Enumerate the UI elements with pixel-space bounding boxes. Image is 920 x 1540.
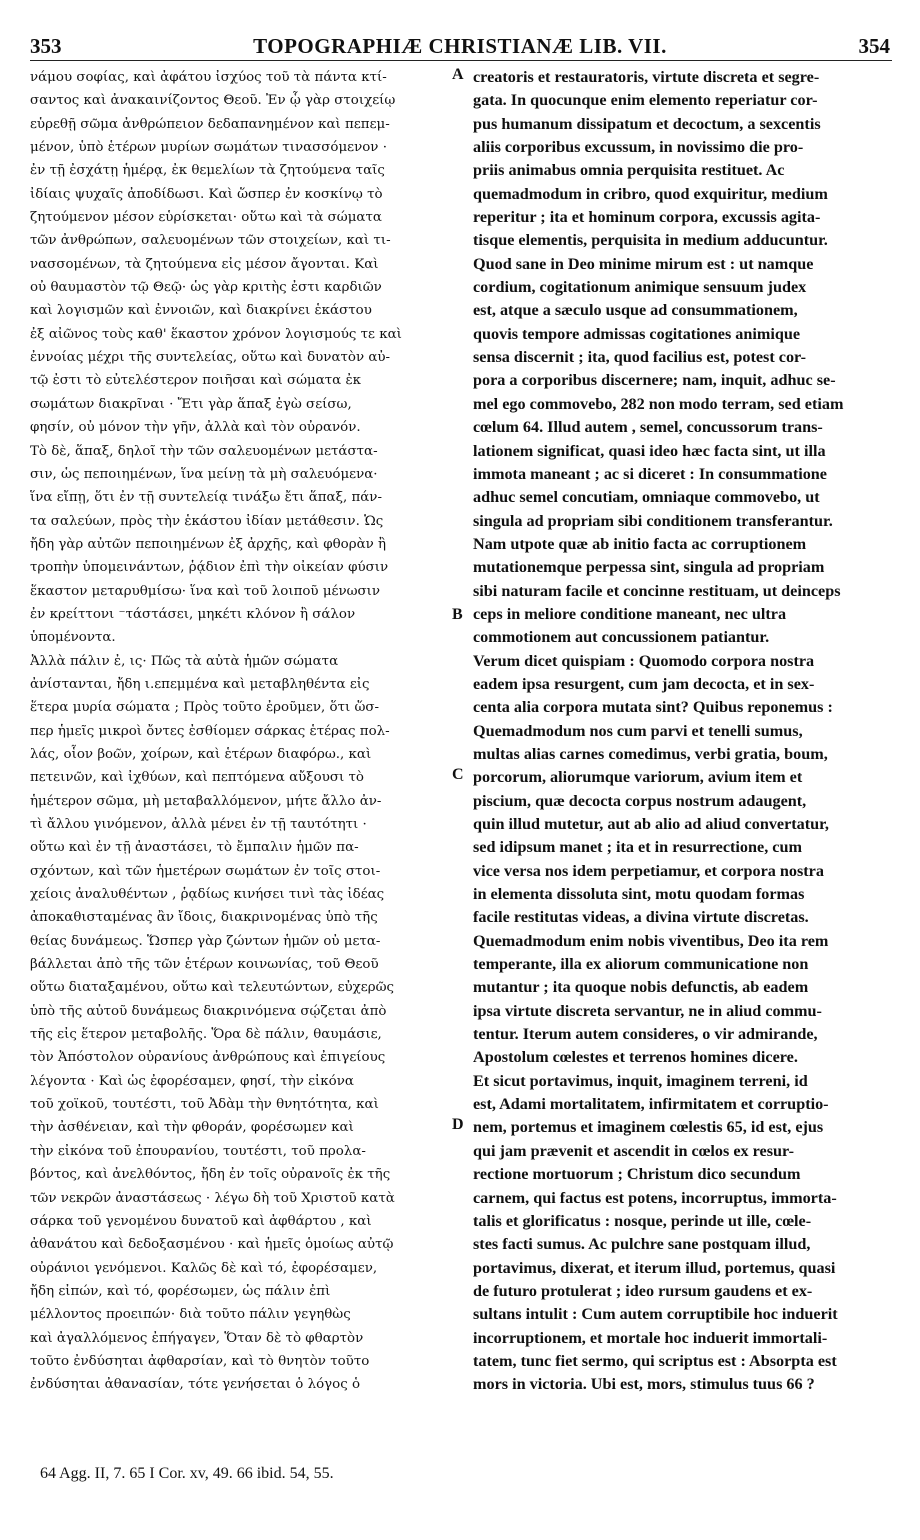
greek-text-line: Τὸ δὲ, ἅπαξ, δηλοῖ τὴν τῶν σαλευομένων μετάστα-	[30, 443, 378, 459]
margin-marker: A	[452, 66, 464, 83]
greek-text-line: σαντος καὶ ἀνακαινίζοντος Θεοῦ. Ἐν ᾧ γὰρ στοιχείῳ	[30, 93, 396, 109]
latin-text-line: temperante, illa ex aliorum communicatione non	[473, 955, 809, 974]
greek-text-line: ἐνδύσηται ἀθανασίαν, τότε γενήσεται ὁ λόγος ὁ	[30, 1377, 361, 1393]
latin-text-line: Apostolum cœlestes et terrenos homines dicere.	[473, 1048, 798, 1067]
greek-text-line: ὑπομένοντα.	[30, 630, 116, 646]
latin-text-line: eadem ipsa resurgent, cum jam decocta, et in sex-	[473, 674, 815, 693]
latin-text-line: creatoris et restauratoris, virtute discreta et segre-	[473, 68, 820, 86]
latin-text-line: mutantur ; ita quoque nobis defunctis, ab eadem	[473, 978, 809, 997]
latin-text-line: cordium, cogitationum animique sensuum judex	[473, 278, 807, 297]
greek-text-line: χείοις ἀναλυθέντων , ῥᾳδίως κινήσει τινὶ τὰς ἰδέας	[30, 887, 385, 903]
greek-text-line: τροπὴν ὑπομεινάντων, ῥᾴδιον ἐπὶ τὴν οἰκείαν φύσιν	[30, 560, 389, 576]
greek-text-line: ἕτερα μυρία σώματα ; Πρὸς τοῦτο ἐροῦμεν, ὅτι ὥσ-	[30, 700, 380, 716]
margin-marker: C	[452, 766, 464, 783]
greek-text-line: ἤδη εἰπών, καὶ τό, φορέσωμεν, ὡς πάλιν ἐπὶ	[30, 1283, 331, 1299]
latin-text-line: Quemadmodum enim nobis viventibus, Deo ita rem	[473, 931, 829, 950]
latin-text-line: tentur. Iterum autem consideres, o vir admirande,	[473, 1025, 818, 1044]
greek-text-line: ἐν κρείττονι ⁻τάστάσει, μηκέτι κλόνον ἢ σάλον	[30, 606, 356, 622]
greek-text-line: ὑπὸ τῆς αὐτοῦ δυνάμεως διακρινόμενα σῴζεται ἀπὸ	[30, 1003, 387, 1019]
greek-text-line: τῆς εἰς ἕτερον μεταβολῆς. Ὅρα δὲ πάλιν, θαυμάσιε,	[30, 1027, 382, 1043]
greek-text-line: ζητούμενον μέσον εὑρίσκεται· οὕτω καὶ τὰ σώματα	[30, 210, 382, 226]
latin-text-line: in elementa dissoluta sint, motu quodam formas	[473, 885, 805, 904]
greek-text-line: τῶν νεκρῶν ἀναστάσεως · λέγω δὴ τοῦ Χριστοῦ κατὰ	[30, 1190, 395, 1206]
greek-text-line: τοῦτο ἐνδύσηται ἀφθαρσίαν, καὶ τὸ θνητὸν τοῦτο	[30, 1353, 370, 1369]
page-title: TOPOGRAPHIÆ CHRISTIANÆ LIB. VII.	[253, 34, 667, 58]
greek-text-line: τοῦ χοϊκοῦ, τουτέστι, τοῦ Ἀδὰμ τὴν θνητότητα, καὶ	[30, 1097, 379, 1113]
greek-text-line: πετεινῶν, καὶ ἰχθύων, καὶ πεπτόμενα αὔξουσι τὸ	[30, 770, 364, 786]
greek-text-line: τὸν Ἀπόστολον οὐρανίους ἀνθρώπους καὶ ἐπιγείους	[30, 1050, 386, 1066]
greek-text-line: οὕτω καὶ ἐν τῇ ἀναστάσει, τὸ ἔμπαλιν ἡμῶν πα-	[30, 840, 359, 856]
latin-text-line: singula ad propriam sibi conditionem transferantur.	[473, 511, 833, 530]
greek-text-line: λάς, οἷον βοῶν, χοίρων, καὶ ἑτέρων διαφόρω., καὶ	[30, 746, 372, 762]
latin-text-line: porcorum, aliorumque variorum, avium item et	[473, 768, 803, 787]
latin-text-line: adhuc semel concutiam, omniaque commovebo, ut	[473, 488, 820, 507]
latin-text-line: tatem, tunc fiet sermo, qui scriptus est : Absorpta est	[473, 1351, 837, 1370]
greek-text-line: νάμου σοφίας, καὶ ἀφάτου ἰσχύος τοῦ τὰ πάντα κτί-	[30, 70, 387, 85]
greek-text-line: ἐννοίας μέχρι τῆς συντελείας, οὕτω καὶ δυνατὸν αὐ-	[30, 350, 391, 366]
margin-marker: D	[452, 1116, 464, 1133]
greek-text-line: ἤδη γὰρ αὐτῶν πεποιημένων ἐξ ἀρχῆς, καὶ φθορὰν ἢ	[30, 536, 387, 552]
latin-text-line: reperitur ; ita et hominum corpora, excussis agita-	[473, 208, 821, 227]
greek-text-line: μένον, ὑπὸ ἑτέρων μυρίων σωμάτων τινασσόμενον ·	[30, 140, 387, 156]
greek-text-line: ἀποκαθισταμένας ἂν ἴδοις, διακρινομένας ὑπὸ τῆς	[30, 910, 378, 926]
latin-text-line: aliis corporibus excussum, in novissimo die pro-	[473, 138, 804, 157]
latin-text-line: commotionem aut concussionem patiantur.	[473, 628, 770, 647]
greek-text-line: τῷ ἐστι τὸ εὐτελέστερον ποιῆσαι καὶ σώματα ἐκ	[30, 373, 362, 389]
greek-text-line: μέλλοντος προειπών· διὰ τοῦτο πάλιν γεγηθὼς	[30, 1307, 351, 1323]
greek-text-column	[30, 66, 448, 1461]
latin-text-line: mors in victoria. Ubi est, mors, stimulus tuus 66 ?	[473, 1375, 815, 1394]
greek-text-line: τα σαλεύων, πρὸς τὴν ἑκάστου ἰδίαν μετάθεσιν. Ὡς	[30, 513, 384, 529]
greek-text-line: νασσομένων, τὰ ζητούμενα εἰς μέσον ἄγονται. Καὶ	[30, 256, 379, 272]
latin-text-line: mel ego commovebo, 282 non modo terram, sed etiam	[473, 394, 844, 413]
latin-text-line: ipsa virtute discreta servantur, ne in aliud commu-	[473, 1001, 822, 1020]
margin-markers	[452, 66, 470, 1466]
latin-text-line: gata. In quocunque enim elemento reperiatur cor-	[473, 91, 818, 110]
greek-text-line: καὶ λογισμῶν καὶ ἐννοιῶν, καὶ διακρίνει ἑκάστου	[30, 303, 372, 319]
greek-text-line: ἀνίστανται, ἤδη ι.επεμμένα καὶ μεταβληθέντα εἰς	[30, 676, 370, 692]
greek-text-line: οὐράνιοι γενόμενοι. Καλῶς δὲ καὶ τό, ἐφορέσαμεν,	[30, 1260, 378, 1276]
latin-text-line: centa alia corpora mutata sint? Quibus reponemus :	[473, 698, 833, 717]
greek-text-line: θείας δυνάμεως. Ὥσπερ γὰρ ζώντων ἡμῶν οὐ μετα-	[30, 933, 381, 949]
latin-text-line: facile restitutas videas, a divina virtute discretas.	[473, 908, 809, 927]
latin-text-line: multas alias carnes comedimus, verbi gratia, boum,	[473, 744, 828, 763]
greek-text-line: ἐν τῇ ἐσχάτῃ ἡμέρᾳ, ἐκ θεμελίων τὰ ζητούμενα ταῖς	[30, 163, 385, 179]
greek-text-line: Ἀλλὰ πάλιν ἐ, ις· Πῶς τὰ αὐτὰ ἡμῶν σώματα	[30, 653, 339, 669]
latin-text-line: tisque elementis, perquisita in medium adducuntur.	[473, 231, 828, 250]
greek-text-line: ἡμέτερον σῶμα, μὴ μεταβαλλόμενον, μήτε ἄλλο ἀν-	[30, 793, 382, 809]
latin-text-line: de futuro protulerat ; ideo rursum gaudens et ex-	[473, 1281, 813, 1300]
greek-text-line: βόντος, καὶ ἀνελθόντος, ἤδη ἐν τοῖς οὐρανοῖς ἐκ τῆς	[30, 1167, 391, 1183]
latin-text-line: qui jam prævenit et ascendit in cœlos ex resur-	[473, 1141, 795, 1160]
greek-text-line: λέγοντα · Καὶ ὡς ἐφορέσαμεν, φησί, τὴν εἰκόνα	[30, 1073, 354, 1089]
greek-text-line: οὕτω διαταξαμένου, οὕτω καὶ τελευτώντων, εὐχερῶς	[30, 980, 394, 996]
running-header	[30, 34, 890, 60]
latin-text-line: nem, portemus et imaginem cœlestis 65, id est, ejus	[473, 1118, 824, 1137]
greek-text-line: τὶ ἄλλου γινόμενον, ἀλλὰ μένει ἐν τῇ ταυτότητι ·	[30, 817, 367, 832]
latin-text-line: vice versa nos idem perpetiamur, et corpora nostra	[473, 861, 824, 880]
greek-text-line: φησίν, οὐ μόνον τὴν γῆν, ἀλλὰ καὶ τὸν οὐρανόν.	[30, 420, 361, 436]
latin-text-line: Quod sane in Deo minime mirum est : ut namque	[473, 254, 814, 273]
latin-text-line: est, Adami mortalitatem, infirmitatem et corruptio-	[473, 1095, 829, 1114]
latin-text-line: piscium, quæ decocta corpus nostrum adaugent,	[473, 791, 807, 810]
greek-text-line: σάρκα τοῦ γενομένου δυνατοῦ καὶ ἀφθάρτου , καὶ	[30, 1213, 372, 1229]
greek-text-line: ἕκαστον μεταρυθμίσω· ἵνα καὶ τοῦ λοιποῦ μένωσιν	[30, 583, 381, 599]
latin-text-line: immota maneant ; ac si diceret : In consummatione	[473, 464, 827, 483]
latin-text-line: quemadmodum in cribro, quod exquiritur, medium	[473, 184, 828, 203]
latin-text-line: Verum dicet quispiam : Quomodo corpora nostra	[473, 651, 815, 670]
latin-text-line: rectione mortuorum ; Christum dico secundum	[473, 1165, 801, 1184]
margin-marker: B	[452, 606, 463, 623]
latin-text-line: mutationemque perpessa sint, singula ad propriam	[473, 558, 825, 577]
latin-text-line: ceps in meliore conditione maneant, nec ultra	[473, 604, 787, 623]
greek-text-line: σωμάτων διακρῖναι · Ἔτι γὰρ ἅπαξ ἐγὼ σείσω,	[30, 396, 352, 412]
latin-text-line: cœlum 64. Illud autem , semel, concussorum trans-	[473, 418, 823, 437]
latin-text-line: lationem significat, quasi ideo hæc facta sint, ut illa	[473, 441, 826, 460]
greek-text-line: περ ἡμεῖς μικροὶ ὄντες ἐσθίομεν σάρκας ἑτέρας πολ-	[30, 723, 390, 739]
latin-text-line: sibi naturam facile et concinne restituam, ut deinceps	[473, 581, 841, 600]
greek-text-line: ἰδίαις ψυχαῖς ἀποδίδωσι. Καὶ ὥσπερ ἐν κοσκίνῳ τὸ	[30, 186, 383, 202]
greek-text-line: βάλλεται ἀπὸ τῆς τῶν ἑτέρων κοινωνίας, τοῦ Θεοῦ	[30, 957, 379, 973]
latin-text-line: carnem, qui factus est potens, incorruptus, immorta-	[473, 1188, 837, 1207]
latin-text-line: est, atque a sæculo usque ad consummationem,	[473, 301, 798, 320]
page-number-left: 353	[30, 34, 62, 58]
latin-text-line: portavimus, dixerat, et iterum illud, portemus, quasi	[473, 1258, 836, 1277]
greek-text-line: ἐξ αἰῶνος τοὺς καθ' ἕκαστον χρόνον λογισμούς τε καὶ	[30, 326, 402, 342]
latin-text-column	[473, 66, 891, 1461]
greek-text-line: σχόντων, καὶ τῶν ἡμετέρων σωμάτων ἐν τοῖς στοι-	[30, 863, 381, 879]
page-number-right: 354	[858, 34, 890, 58]
greek-text-line: τὴν ἀσθένειαν, καὶ τὴν φθοράν, φορέσωμεν καὶ	[30, 1120, 354, 1136]
latin-text-line: priis animabus omnia perquisita restituet. Ac	[473, 161, 785, 180]
latin-text-line: Et sicut portavimus, inquit, imaginem terreni, id	[473, 1071, 808, 1090]
greek-text-line: καὶ ἀγαλλόμενος ἐπήγαγεν, Ὅταν δὲ τὸ φθαρτὸν	[30, 1330, 364, 1346]
latin-text-line: sensa discernit ; ita, quod facilius est, potest cor-	[473, 348, 807, 367]
latin-text-line: quin illud mutetur, aut ab alio ad aliud convertatur,	[473, 815, 829, 833]
greek-text-line: οὐ θαυμαστὸν τῷ Θεῷ· ὡς γὰρ κριτὴς ἐστι καρδιῶν	[30, 280, 382, 296]
latin-text-line: pora a corporibus discernere; nam, inquit, adhuc se-	[473, 371, 836, 390]
latin-text-line: sultans intulit : Cum autem corruptibile hoc induerit	[473, 1305, 838, 1324]
greek-text-line: τῶν ἀνθρώπων, σαλευομένων τῶν στοιχείων, καὶ τι-	[30, 233, 391, 249]
greek-text-line: τὴν εἰκόνα τοῦ ἐπουρανίου, τουτέστι, τοῦ προλα-	[30, 1143, 366, 1159]
latin-text-line: stes facti sumus. Ac pulchre sane postquam illud,	[473, 1235, 811, 1254]
latin-text-line: Quemadmodum nos cum parvi et tenelli sumus,	[473, 721, 803, 740]
latin-text-line: pus humanum dissipatum et decoctum, a sexcentis	[473, 114, 821, 133]
latin-text-line: quovis tempore admissas cogitationes animique	[473, 324, 801, 343]
greek-text-line: σιν, ὡς πεποιημένων, ἵνα μείνῃ τὰ μὴ σαλευόμενα·	[30, 466, 378, 482]
greek-text-line: εὑρεθῇ σῶμα ἀνθρώπειον δεδαπανημένον καὶ πεπεμ-	[30, 116, 390, 132]
greek-text-line: ἵνα εἴπῃ, ὅτι ἐν τῇ συντελείᾳ τινάξω ἔτι ἅπαξ, πάν-	[30, 490, 382, 506]
header-rule	[30, 60, 892, 61]
greek-text-line: ἀθανάτου καὶ δεδοξασμένου · καὶ ἡμεῖς ὁμοίως αὐτῷ	[30, 1237, 394, 1253]
latin-text-line: talis et glorificatus : nosque, perinde ut ille, cœle-	[473, 1211, 812, 1230]
latin-text-line: sed idipsum manet ; ita et in resurrectione, cum	[473, 838, 802, 857]
footnotes: 64 Agg. II, 7. 65 I Cor. xv, 49. 66 ibid. 54, 55.	[40, 1465, 334, 1482]
latin-text-line: incorruptionem, et mortale hoc induerit immortali-	[473, 1328, 828, 1347]
latin-text-line: Nam utpote quæ ab initio facta ac corruptionem	[473, 534, 807, 553]
